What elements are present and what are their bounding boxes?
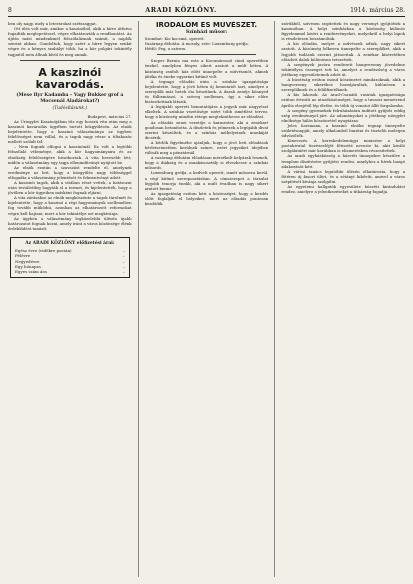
article-source: (Tudósításunk.): [52, 105, 88, 111]
article-paragraph: A vita zárásakor az elnök megköszönte a tagok türelmét és kijelentette, hogy a kaszinó a régi hagyományok szellemében fog tovább működni, azonban az elhatározott reformokat végre kell hajtani, mert a kör tekintélye ezt megkívánja.: [8, 195, 132, 216]
row-value: –: [122, 263, 125, 269]
column-paragraph: A legújabb operett bemutatójára a jegyek már nagyrészt elkeltek. A színház vezetősége ezért több ismétlést tervez, hogy a közönség minden rétege megtekinthesse az előadást.: [144, 104, 269, 120]
column-paragraph: Jeles Sarsmann, a kaszinó elnöke tegnap ünnepelte születésnapját, amely alkalomból barátai és tisztelői melegen üdvözölték.: [281, 122, 406, 139]
page-number: 8: [8, 7, 12, 14]
column-paragraph: A városi tanács legutóbbi ülésén elhatározta, hogy a főtéren új fasort ültet, és a sétányt kibővíti, amivel a város szépítését kívánja szolgálni.: [281, 168, 406, 184]
row-label: Félévre: [15, 253, 31, 259]
article-paragraph: Az ügyben a választmány legközelebbi ülésén újabb határozatot fognak hozni, amely iránt a város közönsége élénk érdeklődést tanúsít.: [8, 215, 132, 231]
article-paragraph: A kaszinói tagok, akik a vitában részt vettek, a határozat után testületileg hagyták el a termet, és kijelentették, hogy a jövőben a kör ügyeiben másként fognak eljárni.: [8, 179, 132, 196]
intro-paragraph: Ott ülés volt már, amikor a kaszinóból, akik a hírre átfutva fogadták meglepetéssel, végre elhatározták a rendbontást. Az újitás mást mindenkinél felszólalásnak számít, a naplók szerint abban. Gondoltuk, hogy azért a hírre legyen senkit végre és a kényes szabályt több, ha a kör polgári tekintély tagjaitól nem állnak kívül és meg annak.: [8, 26, 132, 57]
newspaper-title: ARADI KÖZLÖNY.: [145, 6, 217, 14]
row-label: Egy hónapra: [15, 263, 41, 269]
column-paragraph: A kis előadás, melyet a művészek adtak, nagy sikert aratott. A közönség lelkesen ünnepelte a szereplőket, akik a legjobb tudásuk szerint játszottak. A zenekar kíséretében előadott dalok különösen tetszettek.: [281, 41, 406, 62]
subscription-box-title: Az ARADI KÖZLÖNY előfizetési árai:: [25, 240, 115, 246]
masthead: [8, 6, 405, 17]
column-2: [145, 21, 269, 577]
article-paragraph: Az elnök ezután a szavazást rendelte el, amelynek eredménye az lett, hogy a közgyűlés nagy többséggel elfogadta a választmány jelentését és felmentvényt adott.: [8, 164, 132, 180]
program-line: Vasárnap délután: A mosoly, este: Luxemburg grófja.: [144, 41, 249, 47]
row-value: –: [122, 248, 125, 254]
article-paragraph: – Nem fogunk elfogni a kaszinónál. Ez volt a legtöbb felszólaló véleménye, akik a kör hagyományaira és az elnökség felelősségére hivatkoztak. A vita hevesebb lett, midőn a választmány egy tagja ellenindítványt nyújtott be.: [8, 144, 132, 165]
column-divider: [274, 21, 275, 577]
issue-date: 1914. március 28.: [350, 7, 405, 14]
article-title: A kaszinói kavarodás.: [35, 65, 104, 91]
column-paragraph: Az aradi egyházközség a húsvéti ünnepekre készülve a templom díszítésére gyűjtést rendez, amelyhez a hívek buzgó adakozását kéri.: [281, 153, 406, 169]
column-paragraph: szívükből, szívesen segítettek és nagy versenyt gyűjtöttek a kaszinóban. A helyi színházban a közönség különös figyelemmel kíséri a rendezvényeket, melyekről a helyi lapok is részletesen beszámoltak.: [281, 21, 406, 42]
column-paragraph: Kinevezés. A kereskedelemügyi miniszter a helyi postahivatal tisztviselőjét főtisztté nevezte ki, akit kiváló szolgálatáért már korábban is elismerésben részesítettek.: [281, 138, 406, 154]
column-paragraph: A bérlők figyelmébe ajánljuk, hogy a jövő heti előadások bérletszünetben kerülnek színre, ezért jegyeiket idejében váltsák meg a pénztárnál.: [144, 139, 269, 156]
column-paragraph: A bizottság ezúton mond köszönetet mindazoknak, akik a hangverseny sikeréhez hozzájárultak, különösen a szereplőknek és a felülfizetőknek.: [281, 77, 406, 93]
column-paragraph: Az egyetemi hallgatók egyesülete húsvéti kirándulást rendez, amelyre a jelentkezéseket a titkárság fogadja.: [281, 184, 406, 195]
column-paragraph: Az előadás zenei vezetője a karmester, aki a zenekart gondosan betanította. A díszletek és jelmezek a legújabb divat szerint készültek, és a színház műhelyeinek munkáját dicsérik.: [144, 119, 269, 140]
subscription-row: [15, 269, 125, 274]
section-subtitle: Színházi műsor:: [185, 30, 228, 36]
column-paragraph: A szegények javára rendezett hangverseny jövedelme tekintélyes összeget tett ki, amelyet a rendezőség a város jótékony egyesületeinek adott át.: [281, 61, 406, 77]
section-title: IRODALOM ÉS MŰVÉSZET.: [155, 21, 258, 29]
article-dateline: Budapest, március 27.: [87, 113, 132, 119]
column-paragraph: A vasárnap délutáni előadáson mérsékelt helyárak lesznek, hogy a diákság és a munkásosztály is élvezhesse a színház műsorát.: [144, 155, 269, 171]
column-paragraph: Szeper Bernia ma este a Kocsmárosnő című operettben énekel, amelyben fényes sikert aratott a múlt héten. A közönség zsúfolt ház előtt ünnepelte a művésznőt, akinek játéka és éneke egyaránt kitűnő volt.: [144, 58, 269, 79]
column-paragraph: A kis lakosok. Az Arad-Csanádi vasutak igazgatósága ezúton értesíti az utazóközönséget, hogy a tavaszi menetrend április elsejétől lép életbe, és több új vonatot állít forgalomba.: [281, 92, 406, 108]
column-paragraph: Az igazgatóság ezúton kéri a közönséget, hogy a kezdés előtt foglalják el helyeiket, mert az előadás pontosan kezdődik.: [144, 190, 269, 206]
column-3: [281, 21, 405, 577]
row-value: –: [122, 258, 125, 264]
column-paragraph: A tegnapi előadás után a színház igazgatósága bejelentette, hogy a jövő héten új bemutatót tart, amelyre a szereplők már hetek óta készülnek. A darab zenéje könnyed és fülbemászó, a szöveg szellemes, így a siker előre biztosítottnak látszik.: [144, 78, 269, 105]
row-label: Negyedévre: [15, 258, 40, 264]
section-rule: [157, 54, 257, 55]
intro-paragraph: ben oly nagy, mely a leterárokat szétszaggat.: [8, 21, 97, 26]
row-label: Egyes szám ára: [15, 268, 47, 274]
article-subtitle: (Mese Ilyr Kadamba – Vagy Bukker grof a Mocsenál Aladárokat?): [16, 92, 124, 104]
columns: [8, 21, 405, 577]
program-line: Szombat: Kis kocsmá, operett.: [144, 36, 205, 42]
row-value: –: [122, 253, 125, 259]
column-paragraph: Luxemburg grófja, a kedvelt operett, ismét műsorra kerül, a régi kitűnő szereposztásban. A címszerepet a társulat legjobb tenorja énekli, aki a múlt évadban is nagy sikert aratott benne.: [144, 170, 269, 191]
article-paragraph: Az Úriegylet Kaszinójában tűz egy hosszú vita után meg a kaszinói kavarodás ügyében tartott közgyűlésén. Az elnök bejelentette, hogy a kaszinó választmánya az ügyben felelősséget nem vállal, és a tagok nagy része a tiltakozás mellett szólalt fel.: [8, 118, 132, 145]
column-1: [8, 21, 132, 577]
row-label: Egész évre (vidékre postán): [15, 248, 72, 254]
column-paragraph: A szegény gyermekek felruházására indított gyűjtés eddig szép eredménnyel járt. Az adományokat a jótékony nőegylet elnöksége hálás köszönettel nyugtázza.: [281, 107, 406, 123]
program-line: Hétfő: Peg, a szívem.: [144, 46, 187, 52]
row-value: –: [122, 268, 125, 274]
subscription-box: [10, 237, 130, 278]
section-rule: [20, 60, 120, 61]
column-divider: [138, 21, 139, 577]
